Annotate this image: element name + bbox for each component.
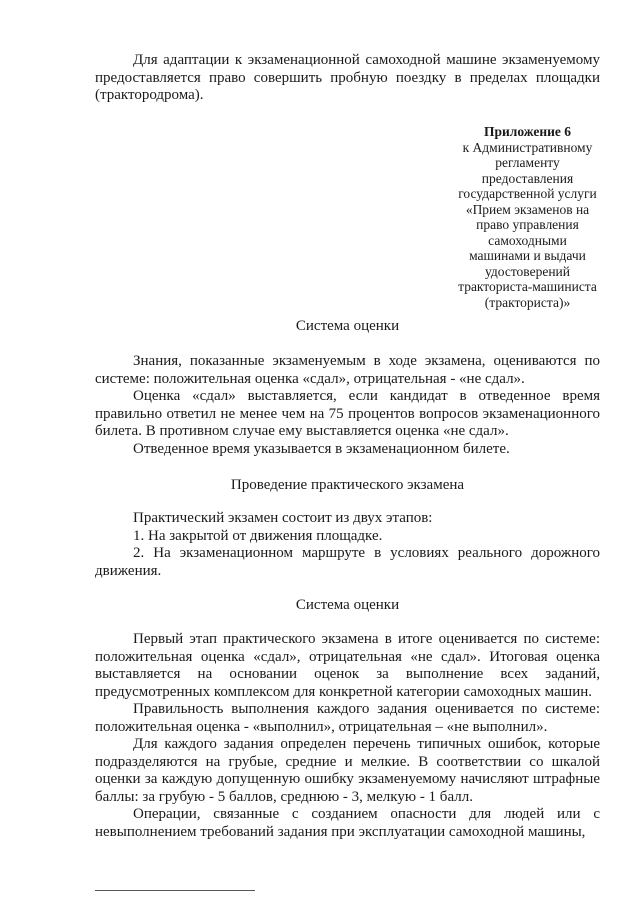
paragraph: Оценка «сдал» выставляется, если кандидат в отведенное время правильно ответил не менее чем на 75 процентов вопросов экзаменационного билета. В противном случае ему выставляется оценка «не сдал».: [95, 388, 600, 439]
paragraph: Практический экзамен состоит из двух этапов:: [133, 510, 433, 526]
appendix-number: Приложение 6: [483, 124, 572, 139]
section-title-grading: Система оценки: [295, 318, 400, 334]
appendix-line: самоходными: [488, 232, 567, 248]
section-title-grading-2: Система оценки: [295, 597, 400, 613]
paragraph: Отведенное время указывается в экзаменационном билете.: [133, 440, 510, 457]
intro-block: [95, 52, 600, 105]
list-item: 2. На экзаменационном маршруте в условиях реального дорожного движения.: [95, 545, 600, 579]
appendix-line: (тракториста)»: [484, 294, 571, 310]
appendix-line: тракториста-машиниста: [458, 279, 597, 294]
appendix-line: предоставления: [481, 170, 574, 186]
bottom-divider: [95, 890, 255, 891]
paragraph: Первый этап практического экзамена в итоге оценивается по системе: положительная оценка «сдал», отрицательная «не сдал». Итоговая оценка выставляется на основании оценок за выполнение всех заданий, предусмотренных комплексом для конкретной категории самоходных машин.: [95, 631, 600, 700]
appendix-line: государственной услуги: [458, 186, 597, 201]
appendix-line: удостоверений: [484, 263, 571, 279]
paragraph: Правильность выполнения каждого задания оценивается по системе: положительная оценка - «выполнил», отрицательная – «не выполнил».: [95, 701, 600, 735]
intro-paragraph: Для адаптации к экзаменационной самоходной машине экзаменуемому предоставляется право совершить пробную поездку в пределах площадки (трактородрома).: [95, 52, 600, 103]
section-grading-2-body: [95, 631, 600, 841]
paragraph: Операции, связанные с созданием опасности для людей или с невыполнением требований задания при эксплуатации самоходной машины,: [95, 806, 600, 840]
section-grading-body: [95, 353, 600, 458]
section-title-practical-exam: Проведение практического экзамена: [230, 477, 465, 493]
appendix-line: регламенту: [495, 155, 560, 170]
paragraph: Для каждого задания определен перечень типичных ошибок, которые подразделяются на грубые, средние и мелкие. В соответствии со шкалой оценки за каждую допущенную ошибку экзаменуемому начисляют штрафные баллы: за грубую - 5 баллов, среднюю - 3, мелкую - 1 балл.: [95, 736, 600, 805]
appendix-line: машинами и выдачи: [469, 248, 586, 263]
appendix-line: «Прием экзаменов на: [465, 201, 590, 217]
section-practical-body: [95, 510, 600, 580]
appendix-line: к Административному: [462, 139, 593, 155]
paragraph: Знания, показанные экзаменуемым в ходе экзамена, оцениваются по системе: положительная оценка «сдал», отрицательная - «не сдал».: [95, 353, 600, 387]
appendix-note: [455, 124, 600, 310]
list-item: 1. На закрытой от движения площадке.: [133, 527, 383, 544]
appendix-line: право управления: [476, 217, 579, 232]
